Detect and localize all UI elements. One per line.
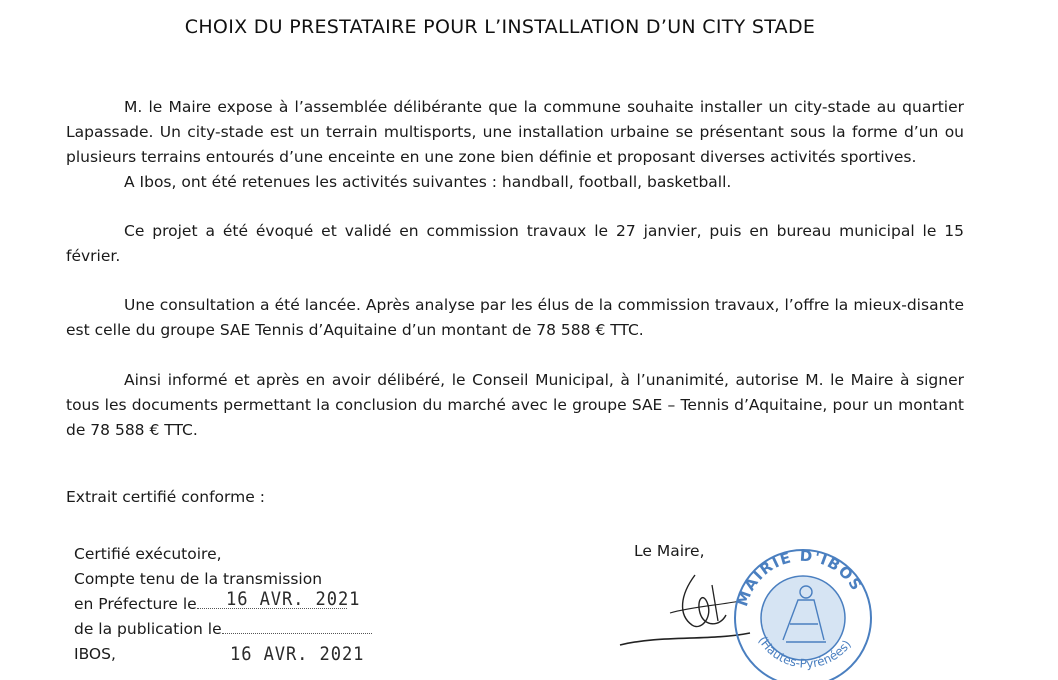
seal-top-text: MAIRIE D'IBOS: [733, 546, 867, 609]
executory-line-4: [74, 617, 372, 642]
paragraph-consultation-text: Une consultation a été lancée. Après analyse par les élus de la commission travaux, l’offre la mieux-disante est celle du groupe SAE Tennis d’Aquitaine d’un montant de 78 588 € TTC.: [66, 296, 964, 339]
dotted-leader: [222, 617, 372, 634]
document-title: CHOIX DU PRESTATAIRE POUR L’INSTALLATION D’UN CITY STADE: [184, 16, 816, 38]
paragraph-intro-text: M. le Maire expose à l’assemblée délibérante que la commune souhaite installer un city-stade au quartier Lapassade. Un city-stade est un terrain multisports, une installation urbaine se présentant sous la forme d’un ou plusieurs terrains entourés d’une enceinte en une zone bien définie et proposant diverses activités sportives.: [66, 98, 964, 166]
extract-label: Extrait certifié conforme :: [66, 488, 265, 506]
paragraph-consultation: [66, 293, 964, 343]
paragraph-intro: [66, 95, 964, 170]
paragraph-project: [66, 219, 964, 269]
executory-line-2: Compte tenu de la transmission: [74, 570, 323, 588]
executory-line-3-text: en Préfecture le: [74, 595, 197, 613]
paragraph-activities: [66, 170, 964, 195]
executory-line-5: IBOS,: [74, 645, 116, 663]
date-stamp-transmission: 16 AVR. 2021: [226, 588, 361, 610]
mairie-seal: [728, 540, 878, 680]
executory-line-1: Certifié exécutoire,: [74, 545, 222, 563]
mayor-label: Le Maire,: [634, 542, 705, 560]
paragraph-decision-text: Ainsi informé et après en avoir délibéré, le Conseil Municipal, à l’unanimité, autorise M. le Maire à signer tous les documents permettant la conclusion du marché avec le groupe SAE – Tennis d’Aquitaine, pour un montant de 78 588 € TTC.: [66, 371, 964, 439]
seal-bottom-text: (Hautes-Pyrénées): [755, 633, 854, 671]
date-stamp-publication: 16 AVR. 2021: [230, 643, 365, 665]
executory-line-4-text: de la publication le: [74, 620, 222, 638]
paragraph-activities-text: A Ibos, ont été retenues les activités suivantes : handball, football, basketball.: [124, 173, 732, 191]
paragraph-decision: [66, 368, 964, 443]
paragraph-project-text: Ce projet a été évoqué et validé en commission travaux le 27 janvier, puis en bureau municipal le 15 février.: [66, 222, 964, 265]
